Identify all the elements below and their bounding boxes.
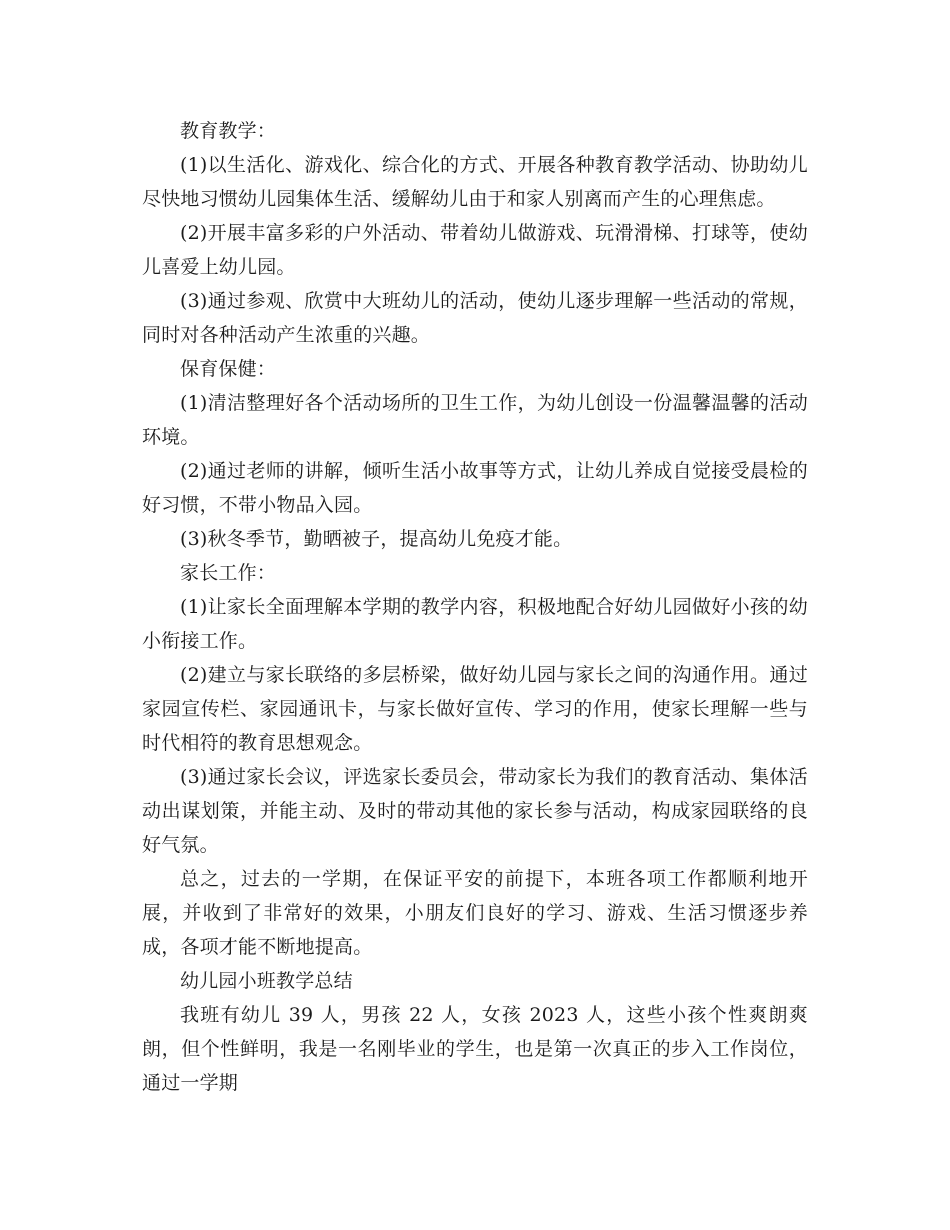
section-title-kindergarten-summary: 幼儿园小班教学总结 <box>180 970 353 992</box>
paragraph-teaching-item-2: (2)开展丰富多彩的户外活动、带着幼儿做游戏、玩滑滑梯、打球等，使幼儿喜爱上幼儿园。 <box>142 222 808 278</box>
paragraph-health-item-3: (3)秋冬季节，勤晒被子，提高幼儿免疫才能。 <box>180 528 573 550</box>
document-body <box>142 114 808 1100</box>
paragraph-health-item-1: (1)清洁整理好各个活动场所的卫生工作，为幼儿创设一份温馨温馨的活动环境。 <box>142 392 808 448</box>
heading-education-teaching: 教育教学： <box>180 120 277 142</box>
paragraph-teaching-item-3: (3)通过参观、欣赏中大班幼儿的活动，使幼儿逐步理解一些活动的常规，同时对各种活动产生浓重的兴趣。 <box>142 290 808 346</box>
paragraph-teaching-item-1: (1)以生活化、游戏化、综合化的方式、开展各种教育教学活动、协助幼儿尽快地习惯幼儿园集体生活、缓解幼儿由于和家人别离而产生的心理焦虑。 <box>142 154 808 210</box>
paragraph-parent-item-3: (3)通过家长会议，评选家长委员会，带动家长为我们的教育活动、集体活动出谋划策，并能主动、及时的带动其他的家长参与活动，构成家园联络的良好气氛。 <box>142 766 808 856</box>
paragraph-parent-item-2: (2)建立与家长联络的多层桥梁，做好幼儿园与家长之间的沟通作用。通过家园宣传栏、家园通讯卡，与家长做好宣传、学习的作用，使家长理解一些与时代相符的教育思想观念。 <box>142 664 808 754</box>
heading-childcare-health: 保育保健： <box>180 358 277 380</box>
paragraph-health-item-2: (2)通过老师的讲解，倾听生活小故事等方式，让幼儿养成自觉接受晨检的好习惯，不带小物品入园。 <box>142 460 808 516</box>
paragraph-parent-item-1: (1)让家长全面理解本学期的教学内容，积极地配合好幼儿园做好小孩的幼小衔接工作。 <box>142 596 808 652</box>
paragraph-summary: 总之，过去的一学期，在保证平安的前提下，本班各项工作都顺利地开展，并收到了非常好的效果，小朋友们良好的学习、游戏、生活习惯逐步养成，各项才能不断地提高。 <box>142 868 808 958</box>
paragraph-class-intro: 我班有幼儿 39 人，男孩 22 人，女孩 2023 人，这些小孩个性爽朗爽朗，但个性鲜明，我是一名刚毕业的学生，也是第一次真正的步入工作岗位，通过一学期 <box>142 1004 808 1094</box>
heading-parent-work: 家长工作： <box>180 562 277 584</box>
